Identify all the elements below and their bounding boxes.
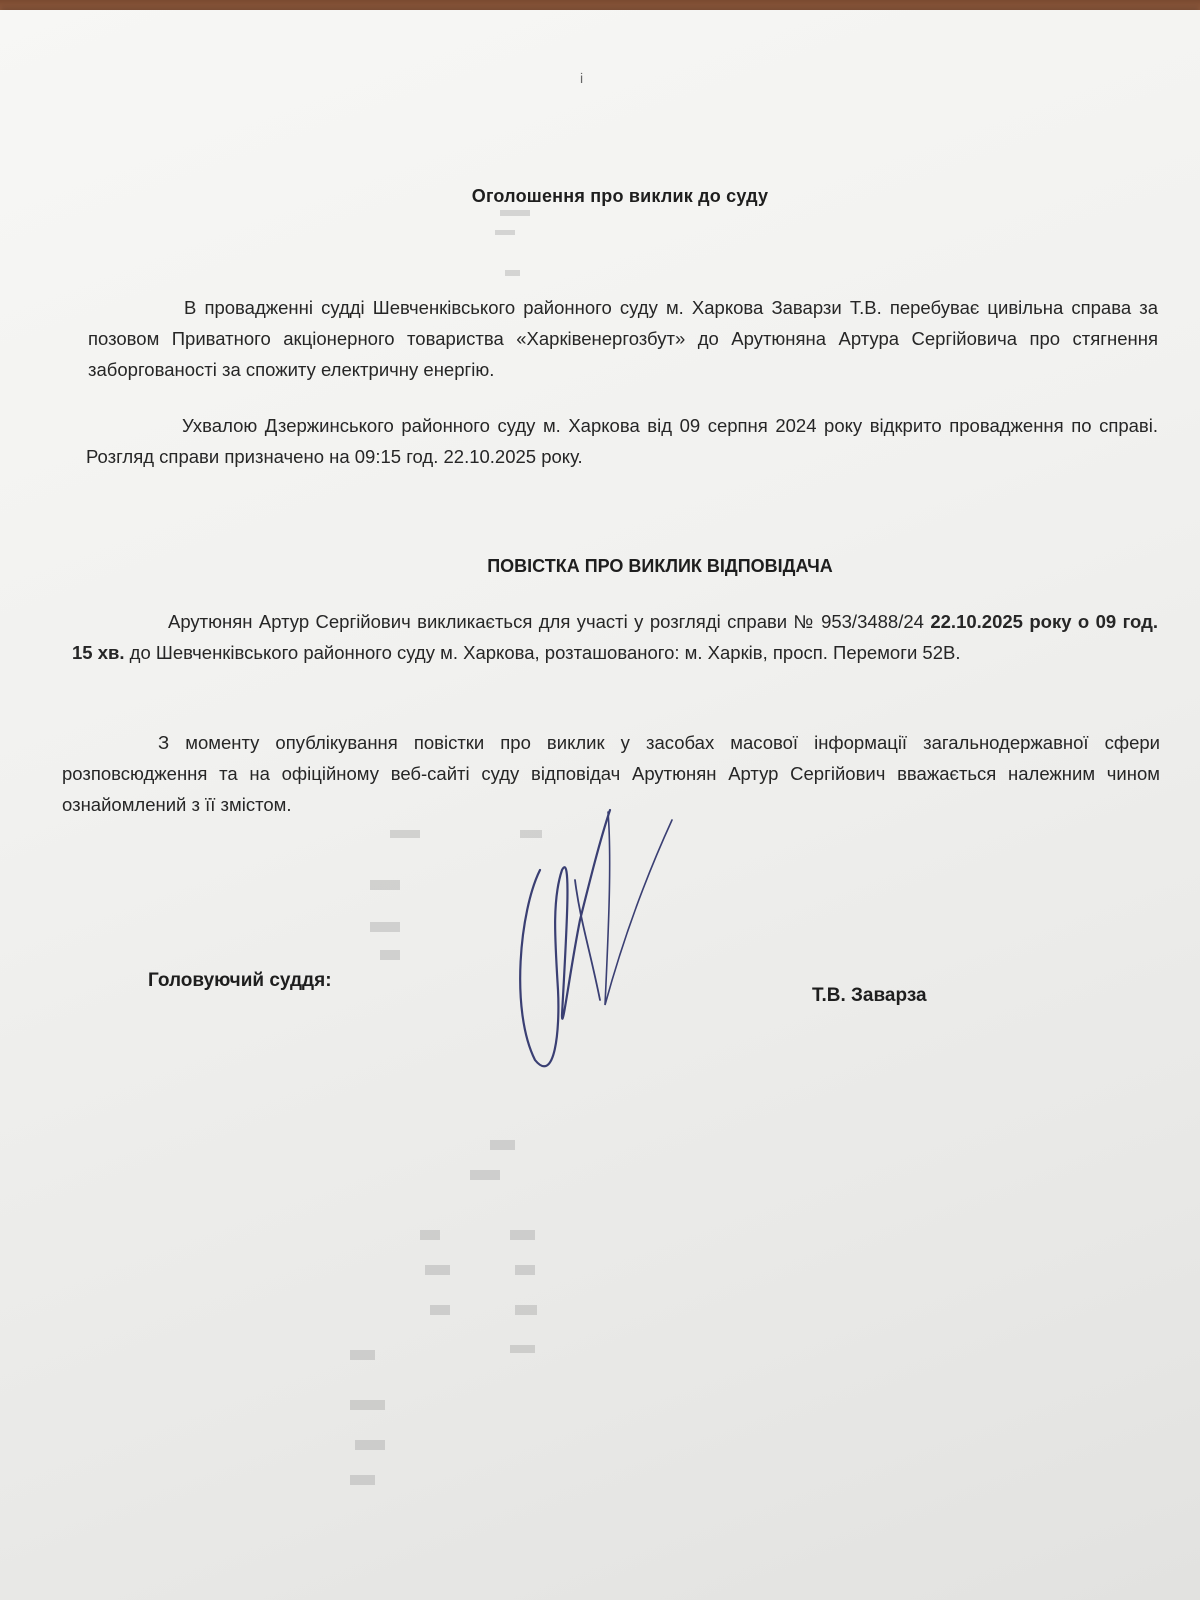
- judge-name: Т.В. Заварза: [812, 985, 927, 1006]
- handwritten-signature: [500, 800, 720, 1100]
- document-page: [0, 10, 1200, 1600]
- hearing-schedule-paragraph: Ухвалою Дзержинського районного суду м. Харкова від 09 серпня 2024 року відкрито провадження по справі. Розгляд справи призначено на 09:15 год. 22.10.2025 року.: [86, 415, 1158, 467]
- notification-paragraph: З моменту опублікування повістки про виклик у засобах масової інформації загальнодержавної сфери розповсюдження та на офіційному веб-сайті суду відповідач Арутюнян Артур Сергійович вважається належним чином ознайомлений з її змістом.: [62, 732, 1160, 815]
- judge-label: Головуючий суддя:: [148, 970, 332, 991]
- page-marker: і: [580, 70, 584, 86]
- summons-datetime: 22.10.2025 року о 09 год. 15 хв.: [72, 611, 1158, 663]
- summons-text-start: Арутюнян Артур Сергійович викликається для участі у розгляді справи № 953/3488/24: [168, 611, 931, 632]
- summons-text-end: до Шевченківського районного суду м. Харкова, розташованого: м. Харків, просп. Перемоги 52В.: [124, 642, 961, 663]
- case-description-paragraph: В провадженні судді Шевченківського районного суду м. Харкова Заварзи Т.В. перебуває цивільна справа за позовом Приватного акціонерного товариства «Харківенергозбут» до Арутюняна Артура Сергійовича про стягнення заборгованості за спожиту електричну енергію.: [88, 297, 1158, 380]
- summons-paragraph: [72, 606, 1158, 668]
- summons-title: ПОВІСТКА ПРО ВИКЛИК ВІДПОВІДАЧА: [487, 556, 833, 576]
- announcement-title: Оголошення про виклик до суду: [471, 186, 769, 206]
